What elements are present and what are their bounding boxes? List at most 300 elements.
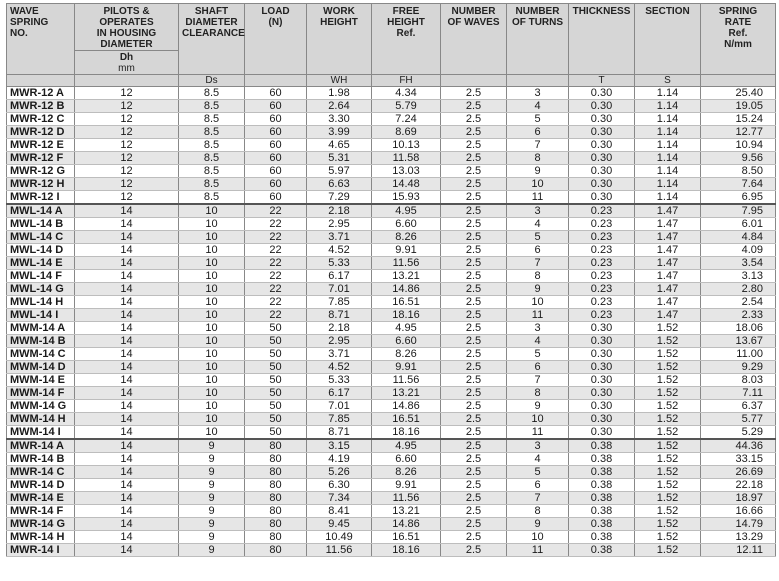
cell-housing-diameter: 12 [75,152,179,165]
cell-section: 1.47 [635,204,701,218]
cell-section: 1.52 [635,505,701,518]
cell-number-of-turns: 4 [507,453,569,466]
cell-housing-diameter: 12 [75,126,179,139]
cell-spring-rate: 8.50 [701,165,776,178]
cell-free-height: 11.56 [372,374,441,387]
table-row [7,453,776,466]
cell-thickness: 0.23 [569,270,635,283]
cell-part-number: MWR-14 H [7,531,75,544]
cell-housing-diameter: 14 [75,439,179,453]
cell-number-of-turns: 7 [507,139,569,152]
cell-thickness: 0.38 [569,518,635,531]
table-row [7,270,776,283]
cell-number-of-waves: 2.5 [441,257,507,270]
table-row [7,178,776,191]
cell-shaft-clearance: 8.5 [179,165,245,178]
cell-spring-rate: 6.37 [701,400,776,413]
cell-thickness: 0.38 [569,505,635,518]
cell-part-number: MWL-14 D [7,244,75,257]
cell-spring-rate: 6.95 [701,191,776,205]
cell-spring-rate: 7.95 [701,204,776,218]
cell-number-of-turns: 11 [507,309,569,322]
table-row [7,87,776,100]
cell-section: 1.14 [635,139,701,152]
cell-part-number: MWR-14 C [7,466,75,479]
cell-housing-diameter: 14 [75,426,179,440]
cell-housing-diameter: 14 [75,400,179,413]
cell-work-height: 5.33 [307,257,372,270]
cell-part-number: MWR-12 I [7,191,75,205]
table-row [7,309,776,322]
cell-section: 1.52 [635,322,701,335]
cell-free-height: 9.91 [372,479,441,492]
table-row [7,400,776,413]
symbol-section: S [635,75,701,87]
cell-part-number: MWM-14 H [7,413,75,426]
cell-spring-rate: 19.05 [701,100,776,113]
header-section: SECTION [635,4,701,75]
cell-number-of-waves: 2.5 [441,309,507,322]
cell-number-of-waves: 2.5 [441,100,507,113]
cell-spring-rate: 14.79 [701,518,776,531]
cell-thickness: 0.30 [569,348,635,361]
cell-part-number: MWR-14 E [7,492,75,505]
cell-work-height: 4.65 [307,139,372,152]
cell-load: 50 [245,426,307,440]
table-row [7,257,776,270]
table-row [7,152,776,165]
cell-part-number: MWR-14 G [7,518,75,531]
cell-part-number: MWL-14 F [7,270,75,283]
cell-work-height: 7.01 [307,283,372,296]
cell-number-of-waves: 2.5 [441,270,507,283]
cell-load: 60 [245,87,307,100]
cell-work-height: 5.31 [307,152,372,165]
cell-work-height: 6.30 [307,479,372,492]
cell-thickness: 0.38 [569,453,635,466]
cell-number-of-waves: 2.5 [441,400,507,413]
cell-work-height: 11.56 [307,544,372,557]
cell-number-of-turns: 3 [507,439,569,453]
cell-free-height: 14.86 [372,283,441,296]
cell-part-number: MWR-14 F [7,505,75,518]
cell-number-of-turns: 3 [507,204,569,218]
cell-thickness: 0.30 [569,178,635,191]
symbol-free-height: FH [372,75,441,87]
cell-housing-diameter: 14 [75,309,179,322]
cell-work-height: 7.85 [307,296,372,309]
cell-number-of-turns: 7 [507,257,569,270]
cell-thickness: 0.30 [569,426,635,440]
cell-shaft-clearance: 9 [179,466,245,479]
cell-spring-rate: 4.09 [701,244,776,257]
cell-work-height: 5.97 [307,165,372,178]
cell-spring-rate: 9.29 [701,361,776,374]
table-row [7,283,776,296]
header-thickness: THICKNESS [569,4,635,75]
cell-free-height: 16.51 [372,296,441,309]
cell-housing-diameter: 14 [75,218,179,231]
cell-load: 50 [245,335,307,348]
cell-free-height: 13.03 [372,165,441,178]
cell-work-height: 1.98 [307,87,372,100]
cell-shaft-clearance: 10 [179,296,245,309]
cell-number-of-waves: 2.5 [441,335,507,348]
cell-work-height: 8.71 [307,426,372,440]
cell-number-of-waves: 2.5 [441,322,507,335]
cell-spring-rate: 22.18 [701,479,776,492]
cell-spring-rate: 10.94 [701,139,776,152]
cell-work-height: 5.33 [307,374,372,387]
cell-load: 50 [245,361,307,374]
cell-housing-diameter: 14 [75,466,179,479]
cell-thickness: 0.30 [569,387,635,400]
cell-shaft-clearance: 8.5 [179,178,245,191]
cell-thickness: 0.38 [569,479,635,492]
cell-number-of-waves: 2.5 [441,374,507,387]
cell-section: 1.52 [635,439,701,453]
cell-spring-rate: 3.54 [701,257,776,270]
cell-housing-diameter: 14 [75,296,179,309]
cell-thickness: 0.23 [569,257,635,270]
cell-load: 50 [245,413,307,426]
symbol-load [245,75,307,87]
cell-part-number: MWR-14 A [7,439,75,453]
cell-housing-diameter: 12 [75,165,179,178]
cell-part-number: MWR-12 E [7,139,75,152]
header-free-height: FREE HEIGHT Ref. [372,4,441,75]
header-number-of-turns: NUMBER OF TURNS [507,4,569,75]
cell-shaft-clearance: 8.5 [179,139,245,152]
cell-thickness: 0.30 [569,126,635,139]
cell-free-height: 9.91 [372,361,441,374]
cell-part-number: MWL-14 I [7,309,75,322]
cell-shaft-clearance: 9 [179,453,245,466]
cell-shaft-clearance: 8.5 [179,87,245,100]
cell-part-number: MWR-12 B [7,100,75,113]
cell-number-of-turns: 11 [507,544,569,557]
cell-number-of-turns: 5 [507,348,569,361]
cell-work-height: 4.19 [307,453,372,466]
cell-part-number: MWM-14 E [7,374,75,387]
cell-work-height: 3.71 [307,348,372,361]
cell-part-number: MWM-14 F [7,387,75,400]
cell-free-height: 18.16 [372,309,441,322]
cell-work-height: 7.01 [307,400,372,413]
cell-number-of-turns: 6 [507,479,569,492]
cell-free-height: 14.86 [372,400,441,413]
cell-thickness: 0.38 [569,544,635,557]
cell-section: 1.52 [635,518,701,531]
cell-shaft-clearance: 10 [179,231,245,244]
cell-work-height: 2.18 [307,322,372,335]
cell-part-number: MWR-12 D [7,126,75,139]
cell-free-height: 5.79 [372,100,441,113]
cell-load: 60 [245,139,307,152]
cell-housing-diameter: 12 [75,113,179,126]
cell-number-of-waves: 2.5 [441,544,507,557]
symbol-waves [441,75,507,87]
cell-free-height: 8.69 [372,126,441,139]
table-row [7,296,776,309]
table-row [7,204,776,218]
cell-free-height: 7.24 [372,113,441,126]
cell-part-number: MWM-14 A [7,322,75,335]
cell-number-of-turns: 8 [507,152,569,165]
cell-section: 1.52 [635,387,701,400]
cell-load: 50 [245,322,307,335]
header-work-height: WORK HEIGHT [307,4,372,75]
cell-spring-rate: 12.77 [701,126,776,139]
cell-number-of-turns: 10 [507,413,569,426]
table-body [7,87,776,557]
cell-shaft-clearance: 10 [179,348,245,361]
cell-spring-rate: 18.97 [701,492,776,505]
cell-number-of-waves: 2.5 [441,439,507,453]
cell-section: 1.52 [635,492,701,505]
cell-number-of-turns: 9 [507,400,569,413]
cell-section: 1.52 [635,479,701,492]
cell-load: 80 [245,479,307,492]
wave-spring-spec-table [6,3,776,557]
cell-free-height: 8.26 [372,348,441,361]
cell-thickness: 0.23 [569,204,635,218]
symbol-thickness: T [569,75,635,87]
cell-housing-diameter: 14 [75,361,179,374]
cell-number-of-turns: 3 [507,87,569,100]
cell-spring-rate: 12.11 [701,544,776,557]
table-row [7,544,776,557]
cell-part-number: MWL-14 B [7,218,75,231]
cell-section: 1.52 [635,544,701,557]
cell-free-height: 11.56 [372,492,441,505]
cell-shaft-clearance: 10 [179,218,245,231]
cell-number-of-turns: 10 [507,531,569,544]
cell-housing-diameter: 14 [75,413,179,426]
cell-number-of-waves: 2.5 [441,466,507,479]
cell-work-height: 4.52 [307,244,372,257]
cell-load: 60 [245,165,307,178]
cell-housing-diameter: 12 [75,100,179,113]
cell-number-of-turns: 11 [507,426,569,440]
header-spring-rate: SPRING RATE Ref. N/mm [701,4,776,75]
cell-section: 1.47 [635,283,701,296]
cell-work-height: 8.71 [307,309,372,322]
cell-section: 1.52 [635,374,701,387]
cell-spring-rate: 13.67 [701,335,776,348]
header-wave-spring-no: WAVE SPRING NO. [7,4,75,75]
cell-number-of-turns: 6 [507,244,569,257]
cell-section: 1.47 [635,270,701,283]
cell-load: 50 [245,348,307,361]
cell-load: 80 [245,439,307,453]
cell-number-of-waves: 2.5 [441,178,507,191]
cell-part-number: MWR-12 G [7,165,75,178]
symbol-housing [75,75,179,87]
cell-load: 50 [245,400,307,413]
cell-work-height: 3.15 [307,439,372,453]
cell-number-of-waves: 2.5 [441,453,507,466]
cell-housing-diameter: 14 [75,505,179,518]
cell-load: 60 [245,178,307,191]
cell-work-height: 6.63 [307,178,372,191]
cell-spring-rate: 4.84 [701,231,776,244]
table-row [7,165,776,178]
cell-housing-diameter: 14 [75,204,179,218]
cell-free-height: 4.95 [372,204,441,218]
cell-thickness: 0.23 [569,244,635,257]
cell-thickness: 0.30 [569,87,635,100]
symbol-rate [701,75,776,87]
cell-number-of-waves: 2.5 [441,152,507,165]
cell-section: 1.52 [635,531,701,544]
cell-number-of-waves: 2.5 [441,204,507,218]
cell-thickness: 0.38 [569,492,635,505]
cell-section: 1.14 [635,113,701,126]
cell-load: 22 [245,231,307,244]
cell-free-height: 8.26 [372,231,441,244]
header-housing-diameter: PILOTS & OPERATES IN HOUSING DIAMETER Dh mm [75,4,179,75]
cell-number-of-turns: 9 [507,518,569,531]
cell-thickness: 0.30 [569,165,635,178]
cell-housing-diameter: 12 [75,139,179,152]
cell-section: 1.14 [635,178,701,191]
cell-load: 60 [245,191,307,205]
cell-load: 22 [245,296,307,309]
cell-part-number: MWM-14 C [7,348,75,361]
cell-spring-rate: 2.54 [701,296,776,309]
symbol-turns [507,75,569,87]
cell-housing-diameter: 14 [75,231,179,244]
cell-housing-diameter: 14 [75,453,179,466]
cell-thickness: 0.30 [569,100,635,113]
cell-section: 1.52 [635,466,701,479]
table-row [7,492,776,505]
cell-number-of-waves: 2.5 [441,361,507,374]
header-shaft-clearance: SHAFT DIAMETER CLEARANCE [179,4,245,75]
cell-number-of-turns: 5 [507,466,569,479]
cell-free-height: 6.60 [372,453,441,466]
cell-number-of-turns: 6 [507,126,569,139]
cell-work-height: 7.34 [307,492,372,505]
cell-shaft-clearance: 10 [179,413,245,426]
cell-thickness: 0.30 [569,400,635,413]
cell-shaft-clearance: 9 [179,505,245,518]
cell-load: 22 [245,283,307,296]
table-row [7,413,776,426]
cell-number-of-turns: 8 [507,387,569,400]
cell-part-number: MWR-12 F [7,152,75,165]
table-row [7,387,776,400]
cell-free-height: 16.51 [372,531,441,544]
cell-number-of-waves: 2.5 [441,518,507,531]
cell-work-height: 7.85 [307,413,372,426]
cell-part-number: MWM-14 I [7,426,75,440]
cell-housing-diameter: 14 [75,270,179,283]
table-row [7,466,776,479]
cell-housing-diameter: 14 [75,283,179,296]
cell-part-number: MWL-14 H [7,296,75,309]
cell-number-of-waves: 2.5 [441,139,507,152]
cell-section: 1.14 [635,87,701,100]
cell-number-of-turns: 11 [507,191,569,205]
table-row [7,531,776,544]
cell-spring-rate: 16.66 [701,505,776,518]
cell-spring-rate: 26.69 [701,466,776,479]
cell-section: 1.52 [635,361,701,374]
cell-number-of-turns: 5 [507,231,569,244]
cell-thickness: 0.30 [569,413,635,426]
cell-shaft-clearance: 9 [179,479,245,492]
cell-thickness: 0.23 [569,231,635,244]
cell-spring-rate: 2.33 [701,309,776,322]
cell-thickness: 0.30 [569,113,635,126]
cell-section: 1.52 [635,413,701,426]
cell-shaft-clearance: 9 [179,518,245,531]
symbol-shaft: Ds [179,75,245,87]
cell-part-number: MWR-12 C [7,113,75,126]
cell-housing-diameter: 14 [75,257,179,270]
cell-free-height: 11.56 [372,257,441,270]
cell-number-of-waves: 2.5 [441,231,507,244]
cell-thickness: 0.30 [569,335,635,348]
cell-free-height: 14.86 [372,518,441,531]
cell-number-of-waves: 2.5 [441,492,507,505]
cell-shaft-clearance: 8.5 [179,100,245,113]
cell-spring-rate: 6.01 [701,218,776,231]
cell-spring-rate: 25.40 [701,87,776,100]
cell-free-height: 4.34 [372,87,441,100]
cell-shaft-clearance: 10 [179,335,245,348]
table-row [7,100,776,113]
cell-housing-diameter: 14 [75,479,179,492]
cell-number-of-turns: 6 [507,361,569,374]
cell-number-of-waves: 2.5 [441,531,507,544]
cell-housing-diameter: 14 [75,518,179,531]
cell-shaft-clearance: 10 [179,283,245,296]
cell-free-height: 9.91 [372,244,441,257]
cell-housing-diameter: 14 [75,322,179,335]
cell-load: 60 [245,152,307,165]
cell-number-of-turns: 8 [507,505,569,518]
cell-section: 1.52 [635,453,701,466]
cell-section: 1.14 [635,152,701,165]
cell-load: 50 [245,387,307,400]
cell-number-of-waves: 2.5 [441,244,507,257]
cell-thickness: 0.23 [569,283,635,296]
cell-housing-diameter: 14 [75,244,179,257]
table-row [7,322,776,335]
cell-shaft-clearance: 10 [179,257,245,270]
table-row [7,335,776,348]
table-row [7,518,776,531]
cell-shaft-clearance: 8.5 [179,113,245,126]
cell-work-height: 3.71 [307,231,372,244]
cell-part-number: MWM-14 D [7,361,75,374]
cell-housing-diameter: 14 [75,531,179,544]
cell-number-of-waves: 2.5 [441,296,507,309]
cell-section: 1.47 [635,257,701,270]
cell-work-height: 6.17 [307,387,372,400]
cell-work-height: 4.52 [307,361,372,374]
cell-part-number: MWM-14 B [7,335,75,348]
cell-section: 1.47 [635,244,701,257]
cell-housing-diameter: 14 [75,544,179,557]
cell-number-of-turns: 4 [507,218,569,231]
cell-number-of-waves: 2.5 [441,165,507,178]
cell-work-height: 9.45 [307,518,372,531]
cell-number-of-turns: 7 [507,374,569,387]
